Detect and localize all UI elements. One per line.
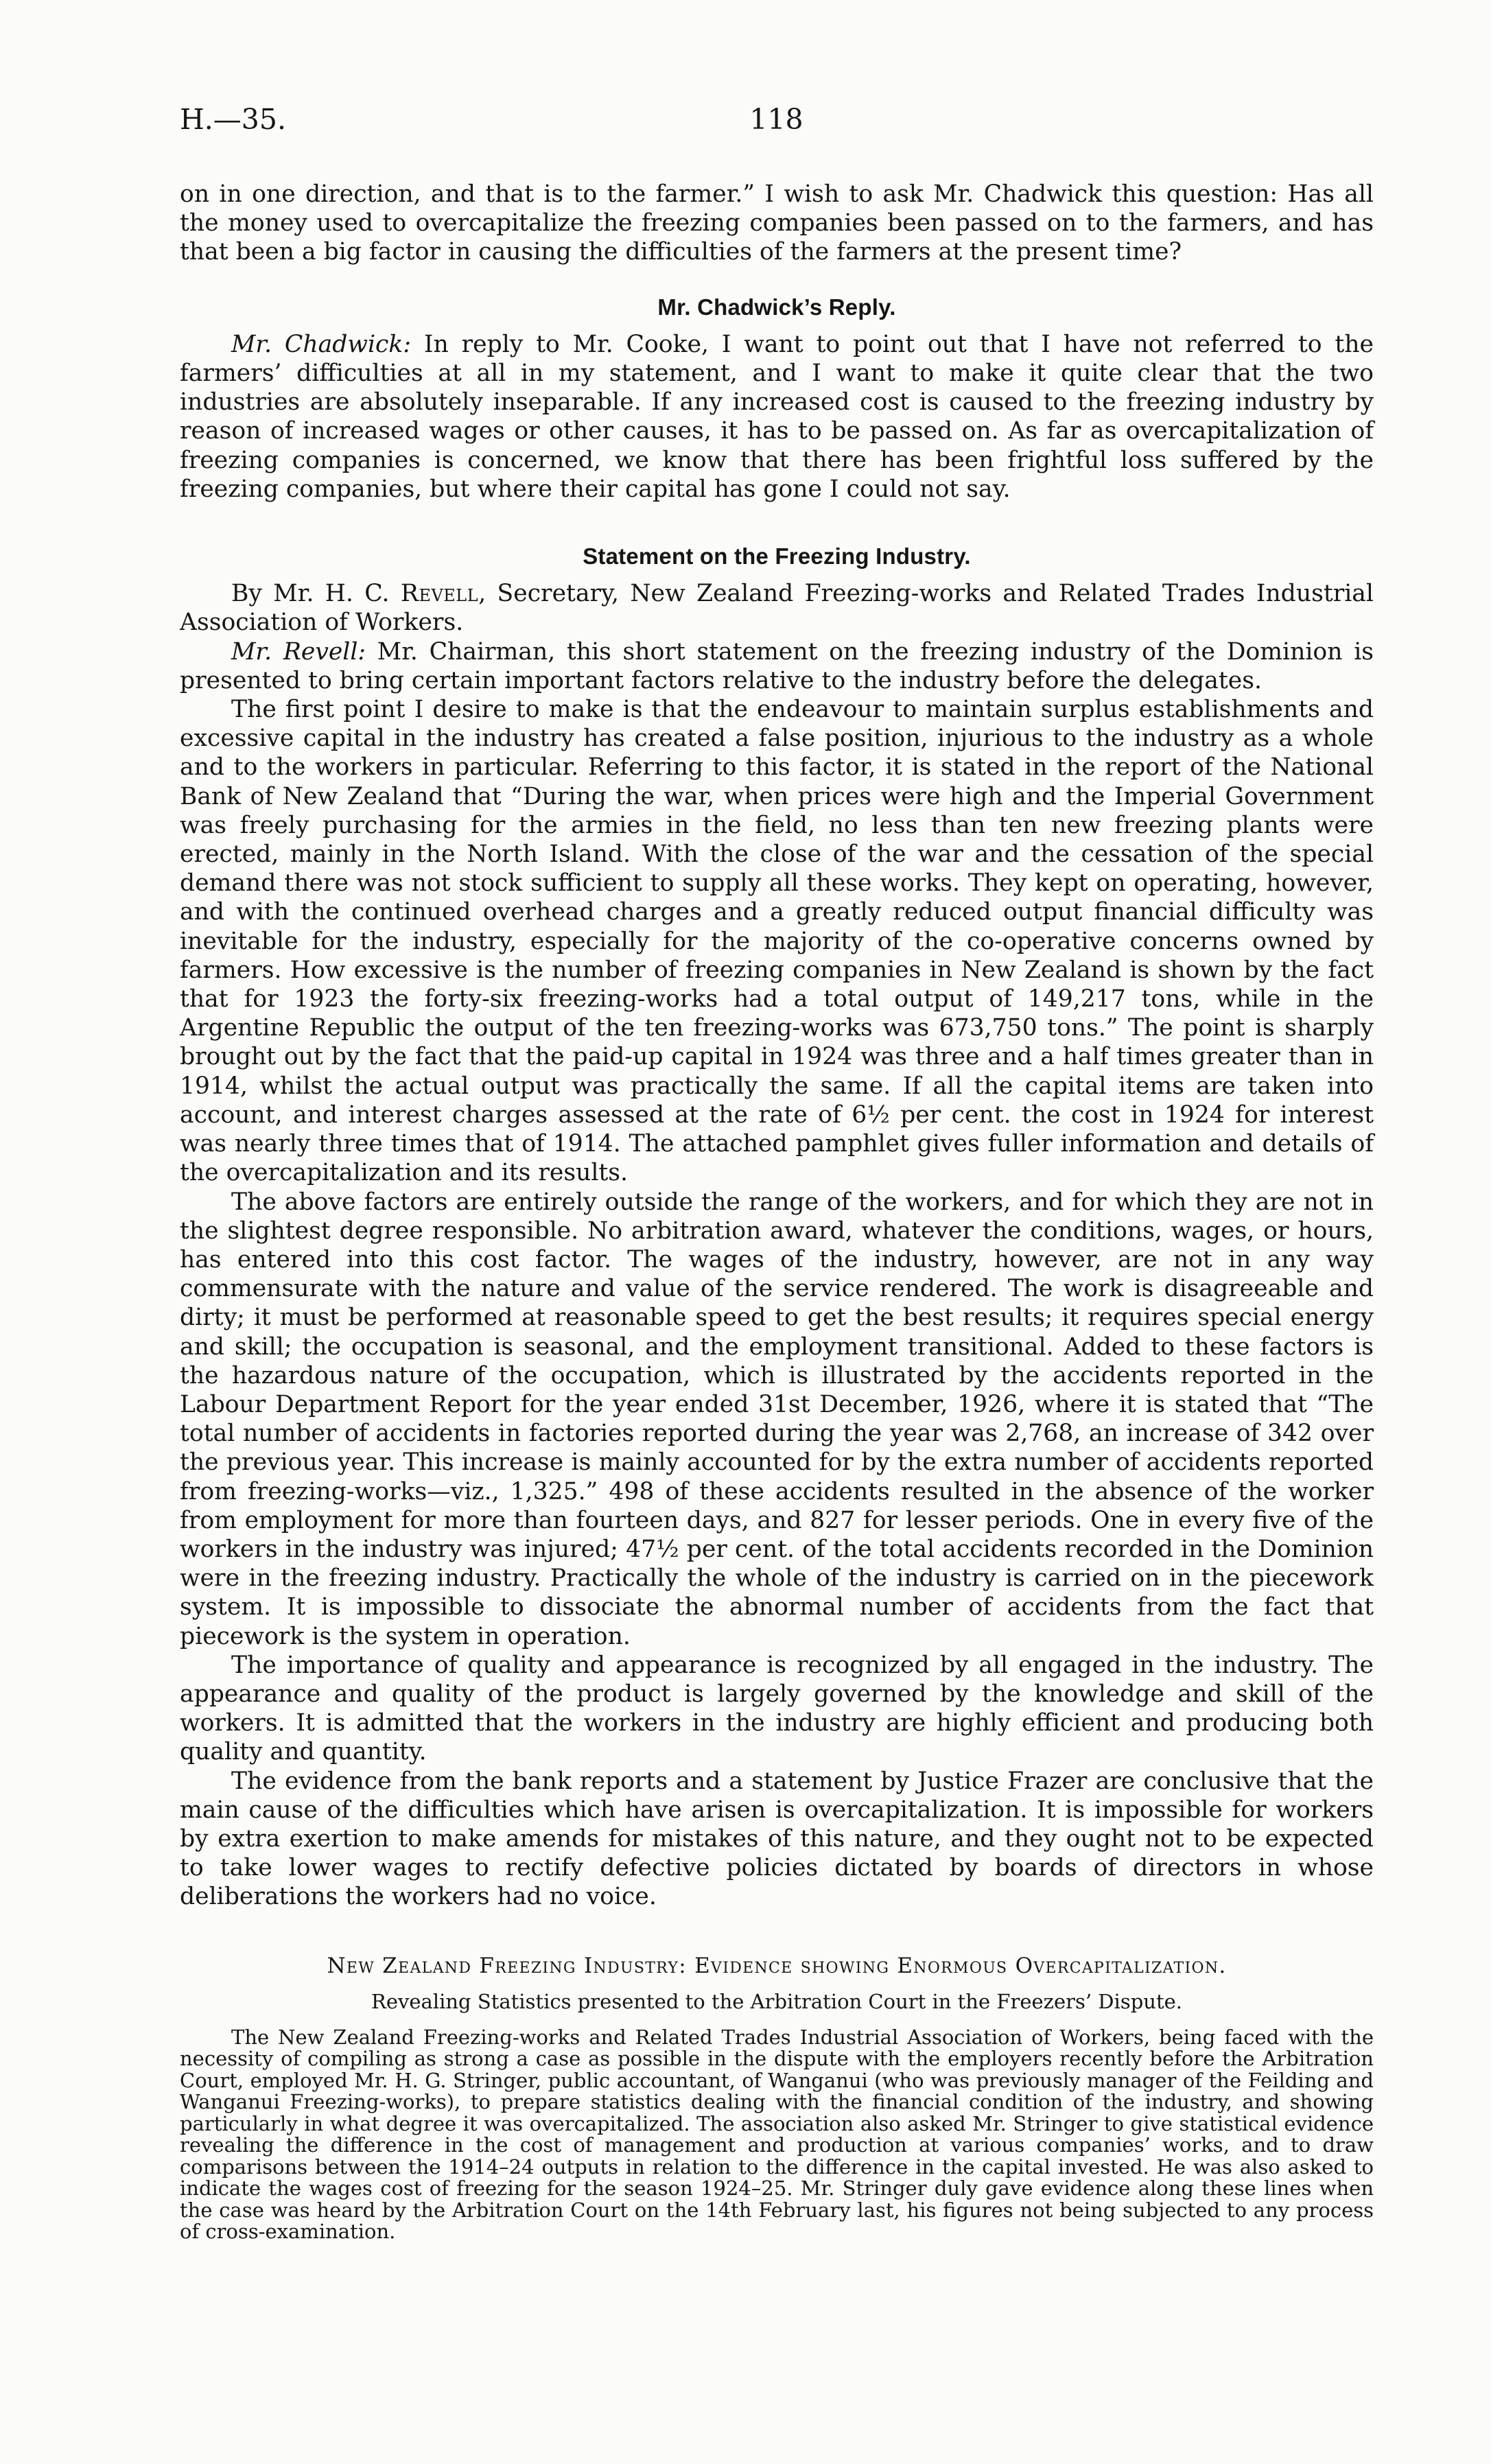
statement-paragraph-5: The evidence from the bank reports and a statement by Justice Frazer are conclusive that the main cause of the difficulties which have arisen is overcapitalization. It is impossible for workers by extra exertion to make amends for mistakes of this nature, and they ought not to be expected to take lower wages to rectify defective policies dictated by boards of directors in whose deliberations the workers had no voice. xyxy=(180,1767,1374,1911)
pamphlet-title: New Zealand Freezing Industry: Evidence showing Enormous Overcapitalization. xyxy=(327,1953,1227,1978)
author-name: Revell xyxy=(400,580,479,608)
reply-speaker: Mr. Chadwick: xyxy=(231,330,412,358)
statement-paragraph-2: The first point I desire to make is that the endeavour to maintain surplus establishments and excessive capital in the industry has created a false position, injurious to the industry as a whole and to the workers in particular. Referring to this factor, it is stated in the report of the National Bank of New Zealand that “During the war, when prices were high and the Imperial Government was freely purchasing for the armies in the field, no less than ten new freezing plants were erected, mainly in the North Island. With the close of the war and the cessation of the special demand there was not stock sufficient to supply all these works. They kept on operating, however, and with the continued overhead charges and a greatly reduced output financial difficulty was inevitable for the industry, especially for the majority of the co-operative concerns owned by farmers. How excessive is the number of freezing companies in New Zealand is shown by the fact that for 1923 the forty-six freezing-works had a total output of 149,217 tons, while in the Argentine Republic the output of the ten freezing-works was 673,750 tons.” The point is sharply brought out by the fact that the paid-up capital in 1924 was three and a half times greater than in 1914, whilst the actual output was practically the same. If all the capital items are taken into account, and interest charges assessed at the rate of 6½ per cent. the cost in 1924 for interest was nearly three times that of 1914. The attached pamphlet gives fuller information and details of the overcapitalization and its results. xyxy=(180,696,1374,1187)
statement-byline: By Mr. H. C. Revell, Secretary, New Zealand Freezing-works and Related Trades Industrial Association of Workers. xyxy=(180,580,1374,637)
pamphlet-paragraph: The New Zealand Freezing-works and Related Trades Industrial Association of Workers, being faced with the necessity of compiling as strong a case as possible in the dispute with the employers recently before the Arbitration Court, employed Mr. H. G. Stringer, public accountant, of Wanganui (who was previously manager of the Feilding and Wanganui Freezing-works), to prepare statistics dealing with the financial condition of the industry, and showing particularly in what degree it was overcapitalized. The association also asked Mr. Stringer to give statistical evidence revealing the difference in the cost of management and production at various companies’ works, and to draw comparisons between the 1914–24 outputs in relation to the difference in the capital invested. He was also asked to indicate the wages cost of freezing for the season 1924–25. Mr. Stringer duly gave evidence along these lines when the case was heard by the Arbitration Court on the 14th February last, his figures not being subjected to any process of cross-examination. xyxy=(180,2025,1374,2244)
page-number: 118 xyxy=(749,103,803,136)
intro-paragraph: on in one direction, and that is to the farmer.” I wish to ask Mr. Chadwick this question: Has all the money used to overcapitalize the freezing companies been passed on to the farmers, and has that been a big factor in causing the difficulties of the farmers at the present time? xyxy=(180,180,1374,266)
statement-speaker: Mr. Revell: xyxy=(231,637,366,666)
body-column xyxy=(180,180,1374,2243)
reply-heading: Mr. Chadwick’s Reply. xyxy=(657,294,896,320)
page-header xyxy=(180,103,1373,144)
reply-paragraph xyxy=(180,330,1374,504)
pamphlet-subtitle: Revealing Statistics presented to the Arbitration Court in the Freezers’ Dispute. xyxy=(371,1989,1182,2013)
statement-heading: Statement on the Freezing Industry. xyxy=(583,543,971,570)
document-reference: H.—35. xyxy=(180,103,286,136)
statement-paragraph-4: The importance of quality and appearance is recognized by all engaged in the industry. The appearance and quality of the product is largely governed by the knowledge and skill of the workers. It is admitted that the workers in the industry are highly efficient and producing both quality and quantity. xyxy=(180,1651,1374,1766)
statement-paragraph-3: The above factors are entirely outside the range of the workers, and for which they are not in the slightest degree responsible. No arbitration award, whatever the conditions, wages, or hours, has entered into this cost factor. The wages of the industry, however, are not in any way commensurate with the nature and value of the service rendered. The work is disagreeable and dirty; it must be performed at reasonable speed to get the best results; it requires special energy and skill; the occupation is seasonal, and the employment transitional. Added to these factors is the hazardous nature of the occupation, which is illustrated by the accidents reported in the Labour Department Report for the year ended 31st December, 1926, where it is stated that “The total number of accidents in factories reported during the year was 2,768, an increase of 342 over the previous year. This increase is mainly accounted for by the extra number of accidents reported from freezing-works—viz., 1,325.” 498 of these accidents resulted in the absence of the worker from employment for more than fourteen days, and 827 for lesser periods. One in every five of the workers in the industry was injured; 47½ per cent. of the total accidents recorded in the Dominion were in the freezing industry. Practically the whole of the industry is carried on in the piecework system. It is impossible to dissociate the abnormal number of accidents from the fact that piecework is the system in operation. xyxy=(180,1188,1374,1650)
interest-rate: 6½ xyxy=(852,1101,890,1129)
reply-text: In reply to Mr. Cooke, I want to point out that I have not referred to the farmers’ difficulties at all in my statement, and I want to make it quite clear that the two industries are absolutely inseparable. If any increased cost is caused to the freezing industry by reason of increased wages or other causes, it has to be passed on. As far as overcapitalization of freezing companies is concerned, we know that there has been frightful loss suffered by the freezing companies, but where their capital has gone I could not say. xyxy=(180,330,1374,503)
accident-percent: 47½ xyxy=(626,1535,679,1563)
statement-paragraph-1: Mr. Revell: Mr. Chairman, this short statement on the freezing industry of the Dominion is presented to bring certain important factors relative to the industry before the delegates. xyxy=(180,637,1374,694)
